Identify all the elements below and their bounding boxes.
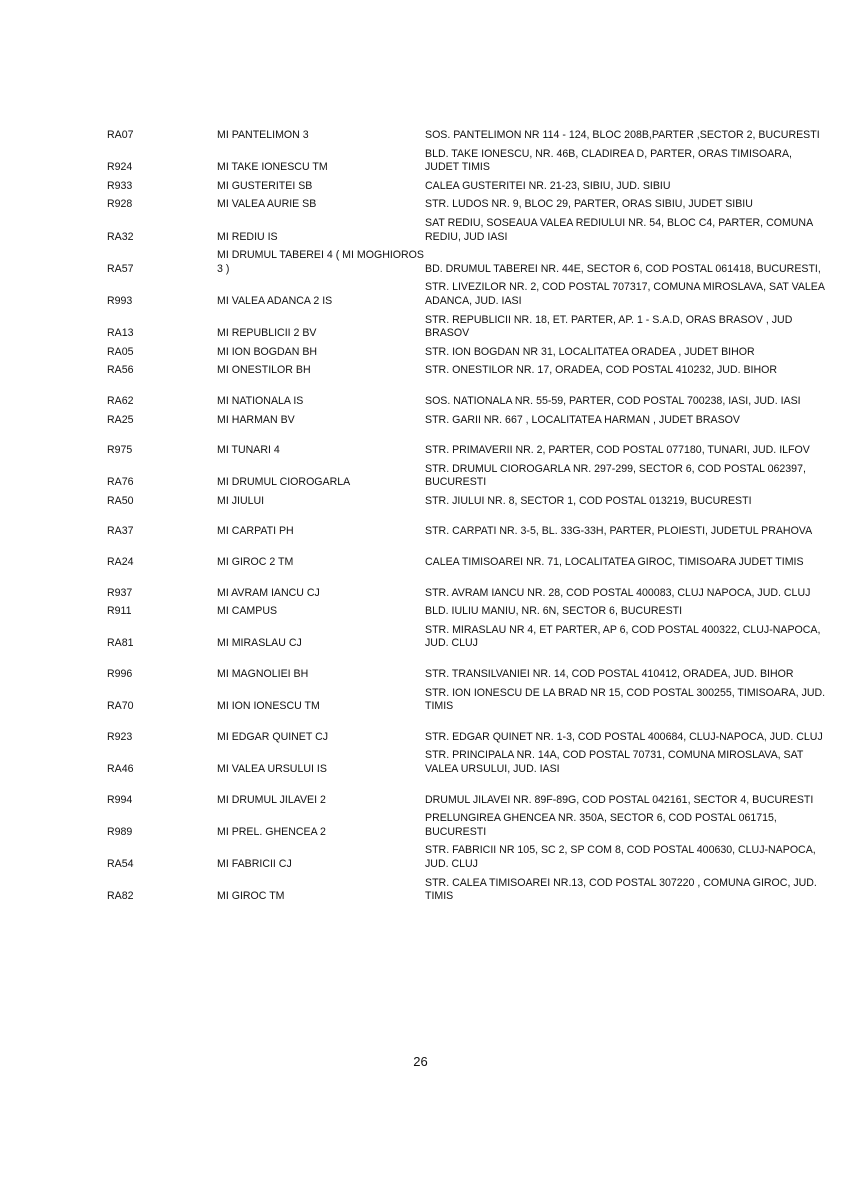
store-name: MI FABRICII CJ xyxy=(217,857,292,870)
table-row xyxy=(101,654,827,685)
store-name: MI MAGNOLIEI BH xyxy=(217,668,309,681)
table-row xyxy=(101,717,827,748)
store-address: STR. TRANSILVANIEI NR. 14, COD POSTAL 410412, ORADEA, JUD. BIHOR xyxy=(425,668,794,681)
store-name: MI TUNARI 4 xyxy=(217,444,280,457)
store-address-table xyxy=(101,127,827,907)
store-address: BD. DRUMUL TABEREI NR. 44E, SECTOR 6, COD POSTAL 061418, BUCURESTI, xyxy=(425,262,821,275)
store-address: STR. ION IONESCU DE LA BRAD NR 15, COD POSTAL 300255, TIMISOARA, JUD. TIMIS xyxy=(425,686,826,713)
store-name: MI ONESTILOR BH xyxy=(217,364,311,377)
store-address: CALEA TIMISOAREI NR. 71, LOCALITATEA GIROC, TIMISOARA JUDET TIMIS xyxy=(425,556,804,569)
table-row xyxy=(101,127,827,146)
store-address: STR. PRINCIPALA NR. 14A, COD POSTAL 70731, COMUNA MIROSLAVA, SAT VALEA URSULUI, JUD. IASI xyxy=(425,749,804,775)
table-row xyxy=(101,511,827,542)
store-code: R937 xyxy=(107,586,133,599)
table-row xyxy=(101,312,827,344)
store-name: MI DRUMUL TABEREI 4 ( MI MOGHIOROS 3 ) xyxy=(217,249,424,275)
page-number: 26 xyxy=(413,1054,428,1069)
store-code: RA05 xyxy=(107,345,134,358)
table-row xyxy=(101,780,827,811)
store-address: DRUMUL JILAVEI NR. 89F-89G, COD POSTAL 042161, SECTOR 4, BUCURESTI xyxy=(425,793,814,806)
store-code: RA62 xyxy=(107,394,134,407)
store-name: MI ION BOGDAN BH xyxy=(217,345,318,358)
table-row xyxy=(101,381,827,412)
store-code: R993 xyxy=(107,294,133,307)
table-row xyxy=(101,685,827,717)
store-code: RA70 xyxy=(107,700,134,713)
store-code: RA56 xyxy=(107,364,134,377)
table-row xyxy=(101,146,827,178)
store-address: STR. ION BOGDAN NR 31, LOCALITATEA ORADEA , JUDET BIHOR xyxy=(425,345,755,358)
store-code: R994 xyxy=(107,793,133,806)
store-name: MI EDGAR QUINET CJ xyxy=(217,730,329,743)
store-address: SOS. PANTELIMON NR 114 - 124, BLOC 208B,PARTER ,SECTOR 2, BUCURESTI xyxy=(425,129,820,141)
store-code: R923 xyxy=(107,730,133,743)
store-name: MI GIROC TM xyxy=(217,890,285,903)
table-row xyxy=(101,215,827,247)
table-row xyxy=(101,362,827,381)
store-address: STR. AVRAM IANCU NR. 28, COD POSTAL 400083, CLUJ NAPOCA, JUD. CLUJ xyxy=(425,586,811,599)
store-name: MI NATIONALA IS xyxy=(217,394,304,407)
table-row xyxy=(101,412,827,431)
store-address: STR. LIVEZILOR NR. 2, COD POSTAL 707317, COMUNA MIROSLAVA, SAT VALEA ADANCA, JUD. IASI xyxy=(425,281,825,307)
table-row xyxy=(101,603,827,622)
store-name: MI CAMPUS xyxy=(217,605,278,618)
store-name: MI PREL. GHENCEA 2 xyxy=(217,825,326,838)
store-address: STR. JIULUI NR. 8, SECTOR 1, COD POSTAL 013219, BUCURESTI xyxy=(425,494,752,507)
store-name: MI JIULUI xyxy=(217,494,265,507)
store-name: MI MIRASLAU CJ xyxy=(217,637,302,650)
store-code: RA57 xyxy=(107,262,134,275)
store-name: MI ION IONESCU TM xyxy=(217,700,320,713)
store-address: CALEA GUSTERITEI NR. 21-23, SIBIU, JUD. SIBIU xyxy=(425,179,671,192)
store-address: BLD. IULIU MANIU, NR. 6N, SECTOR 6, BUCURESTI xyxy=(425,605,683,618)
store-name: MI AVRAM IANCU CJ xyxy=(217,586,320,599)
table-row xyxy=(101,196,827,215)
store-address: STR. CARPATI NR. 3-5, BL. 33G-33H, PARTER, PLOIESTI, JUDETUL PRAHOVA xyxy=(425,525,813,538)
store-code: R911 xyxy=(107,605,132,618)
table-row xyxy=(101,747,827,779)
store-name: MI GIROC 2 TM xyxy=(217,556,294,569)
table-row xyxy=(101,875,827,907)
store-address: SOS. NATIONALA NR. 55-59, PARTER, COD POSTAL 700238, IASI, JUD. IASI xyxy=(425,394,801,407)
store-code: R975 xyxy=(107,444,133,457)
store-code: RA25 xyxy=(107,413,134,426)
store-address: PRELUNGIREA GHENCEA NR. 350A, SECTOR 6, COD POSTAL 061715, BUCURESTI xyxy=(425,812,777,838)
store-code: RA76 xyxy=(107,476,134,489)
table-row xyxy=(101,573,827,604)
store-code: R989 xyxy=(107,825,133,838)
store-address: STR. CALEA TIMISOAREI NR.13, COD POSTAL 307220 , COMUNA GIROC, JUD. TIMIS xyxy=(425,876,817,903)
store-name: MI VALEA URSULUI IS xyxy=(217,763,327,775)
store-name: MI REDIU IS xyxy=(217,230,278,243)
store-address: STR. DRUMUL CIOROGARLA NR. 297-299, SECTOR 6, COD POSTAL 062397, BUCURESTI xyxy=(425,462,806,489)
store-name: MI REPUBLICII 2 BV xyxy=(217,327,317,340)
table-row xyxy=(101,461,827,493)
store-address: STR. PRIMAVERII NR. 2, PARTER, COD POSTAL 077180, TUNARI, JUD. ILFOV xyxy=(425,444,810,457)
store-code: R996 xyxy=(107,668,133,681)
table-row xyxy=(101,430,827,461)
store-address: STR. ONESTILOR NR. 17, ORADEA, COD POSTAL 410232, JUD. BIHOR xyxy=(425,364,778,377)
table-row xyxy=(101,622,827,654)
store-code: RA07 xyxy=(107,129,134,141)
store-code: RA46 xyxy=(107,763,134,775)
store-name: MI VALEA AURIE SB xyxy=(217,198,317,211)
table-row xyxy=(101,344,827,363)
store-address: STR. GARII NR. 667 , LOCALITATEA HARMAN , JUDET BRASOV xyxy=(425,413,740,426)
store-name: MI VALEA ADANCA 2 IS xyxy=(217,294,333,307)
store-address: SAT REDIU, SOSEAUA VALEA REDIULUI NR. 54, BLOC C4, PARTER, COMUNA REDIU, JUD IASI xyxy=(425,216,813,243)
store-name: MI DRUMUL CIOROGARLA xyxy=(217,476,351,489)
store-name: MI CARPATI PH xyxy=(217,525,294,538)
store-code: R924 xyxy=(107,161,133,174)
table-row xyxy=(101,279,827,311)
store-name: MI GUSTERITEI SB xyxy=(217,179,313,192)
table-row xyxy=(101,247,827,279)
table-row xyxy=(101,178,827,197)
store-code: RA37 xyxy=(107,525,134,538)
store-code: RA50 xyxy=(107,494,134,507)
table-row xyxy=(101,842,827,874)
store-code: R928 xyxy=(107,198,133,211)
store-address: STR. LUDOS NR. 9, BLOC 29, PARTER, ORAS SIBIU, JUDET SIBIU xyxy=(425,198,753,211)
store-name: MI TAKE IONESCU TM xyxy=(217,161,328,174)
store-code: RA82 xyxy=(107,890,134,903)
store-code: R933 xyxy=(107,179,133,192)
store-name: MI DRUMUL JILAVEI 2 xyxy=(217,793,326,806)
store-address: STR. FABRICII NR 105, SC 2, SP COM 8, COD POSTAL 400630, CLUJ-NAPOCA, JUD. CLUJ xyxy=(425,844,816,870)
store-name: MI HARMAN BV xyxy=(217,413,295,426)
table-row xyxy=(101,542,827,573)
store-address: STR. REPUBLICII NR. 18, ET. PARTER, AP. 1 - S.A.D, ORAS BRASOV , JUD BRASOV xyxy=(425,313,793,340)
store-address: STR. EDGAR QUINET NR. 1-3, COD POSTAL 400684, CLUJ-NAPOCA, JUD. CLUJ xyxy=(425,730,823,743)
table-row xyxy=(101,493,827,512)
store-code: RA81 xyxy=(107,637,134,650)
store-code: RA13 xyxy=(107,327,134,340)
store-code: RA24 xyxy=(107,556,134,569)
store-address: BLD. TAKE IONESCU, NR. 46B, CLADIREA D, PARTER, ORAS TIMISOARA, JUDET TIMIS xyxy=(425,147,792,174)
store-address-rows xyxy=(101,127,827,907)
store-code: RA54 xyxy=(107,857,134,870)
store-name: MI PANTELIMON 3 xyxy=(217,129,309,141)
store-address: STR. MIRASLAU NR 4, ET PARTER, AP 6, COD POSTAL 400322, CLUJ-NAPOCA, JUD. CLUJ xyxy=(425,623,821,650)
table-row xyxy=(101,810,827,842)
store-code: RA32 xyxy=(107,230,134,243)
